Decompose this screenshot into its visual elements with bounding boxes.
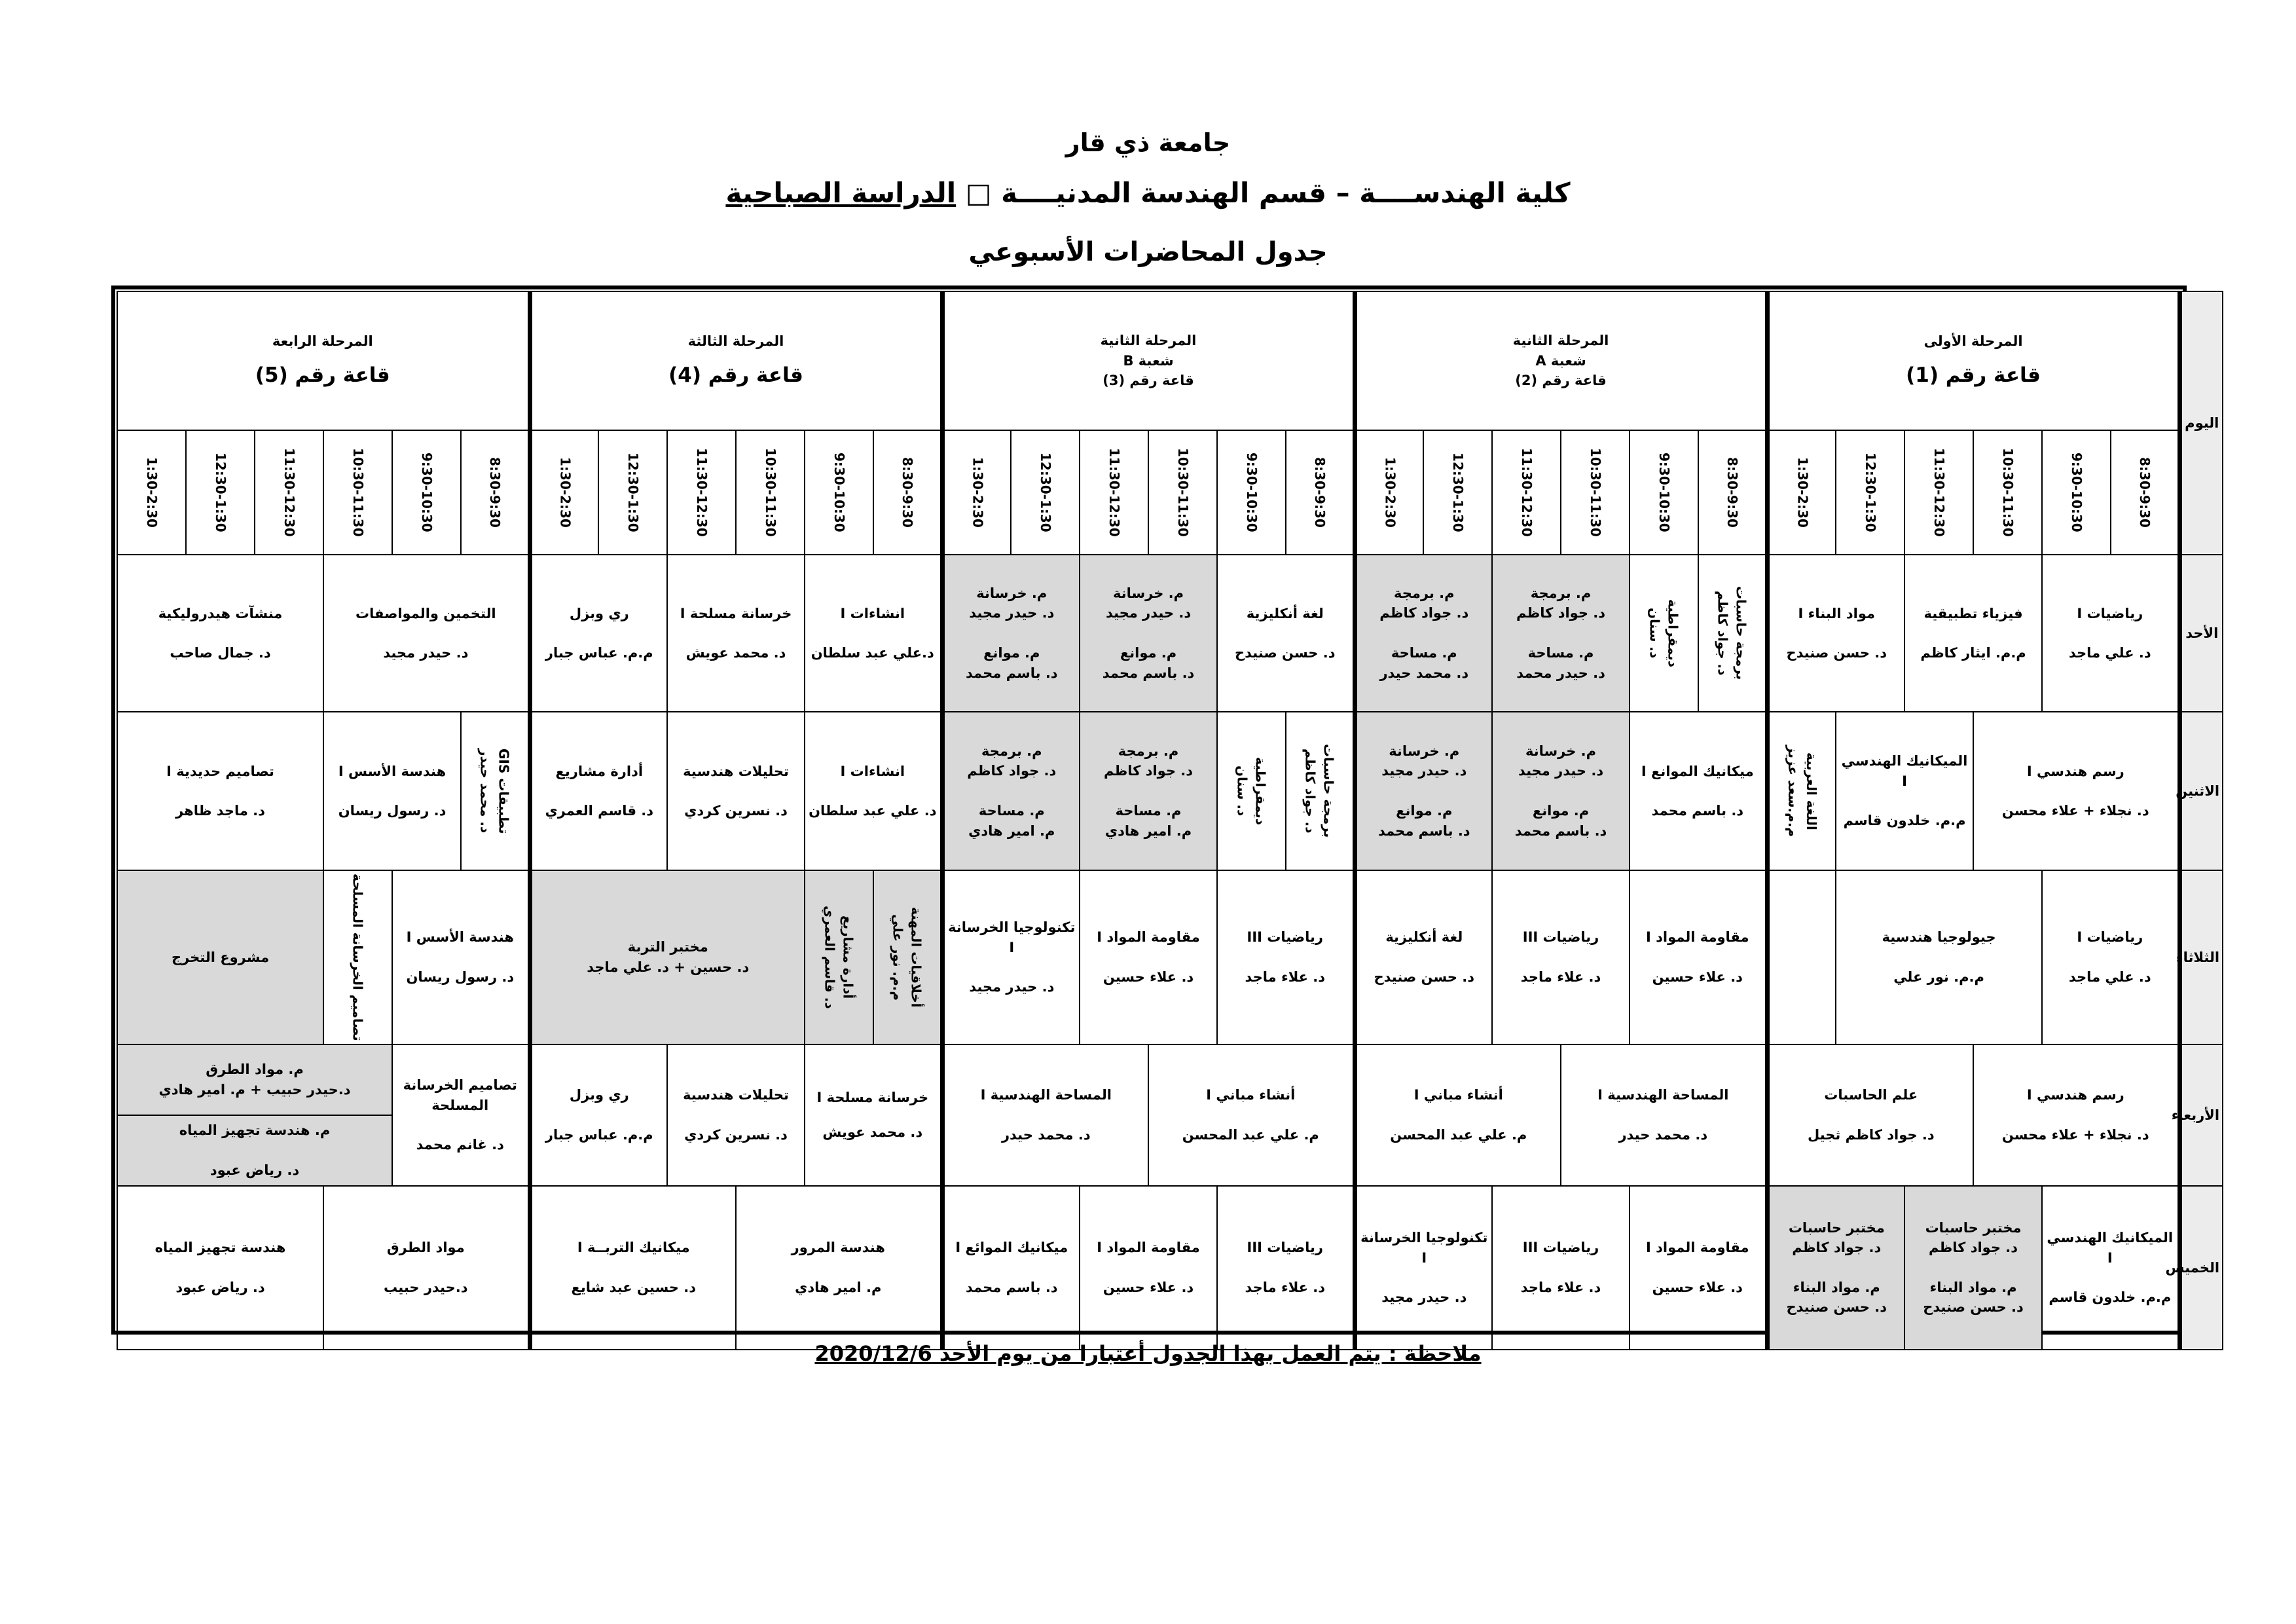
time-slot: 12:30-1:30 xyxy=(1011,430,1080,555)
time-slot: 10:30-11:30 xyxy=(1148,430,1217,555)
lecture-cell: ميكانيك الموانع I د. باسم محمد xyxy=(1630,712,1767,870)
lecture-cell: هندسة تجهيز المياه د. رياض عبود xyxy=(117,1186,323,1350)
college-name: كلية الهندســــة – قسم الهندسة المدنيــــة xyxy=(1001,177,1571,209)
time-slot: 9:30-10:30 xyxy=(1630,430,1698,555)
schedule-title: جدول المحاضرات الأسبوعي xyxy=(968,237,1328,267)
day-row-thursday xyxy=(117,1186,2223,1350)
lecture-cell: هندسة الأسس I د. رسول ريسان xyxy=(392,870,530,1044)
lecture-cell: مقاومة المواد I د. علاء حسين xyxy=(1630,1186,1767,1350)
lab-cell: م. خرسانة د. حيدر مجيد م. موانع د. باسم محمد xyxy=(1080,555,1217,712)
time-slot: 11:30-12:30 xyxy=(255,430,323,555)
lecture-cell: المساحة الهندسية I د. محمد حيدر xyxy=(1561,1044,1767,1186)
lecture-cell: خرسانة مسلحة I د. محمد عويش xyxy=(805,1044,942,1186)
lecture-cell: أخلاقيات المهنة م.م. نور علي xyxy=(873,870,942,1044)
lab-cell: م. برمجة د. جواد كاظم م. مساحة د. محمد حيدر xyxy=(1355,555,1492,712)
lab-cell: مختبر حاسبات د. جواد كاظم م. مواد البناء د. حسن صنيدح xyxy=(1904,1186,2042,1350)
lecture-cell: رياضيات III د. علاء ماجد xyxy=(1217,1186,1355,1350)
lab-cell: م. هندسة تجهيز المياه د. رياض عبود xyxy=(117,1115,392,1186)
lecture-cell: رياضيات III د. علاء ماجد xyxy=(1492,870,1630,1044)
empty-cell xyxy=(1767,870,1836,1044)
lab-cell: م. خرسانة د. حيدر مجيد م. موانع د. باسم محمد xyxy=(1355,712,1492,870)
lab-cell: م. برمجة د. جواد كاظم م. مساحة م. امير هادي xyxy=(1080,712,1217,870)
time-slot: 8:30-9:30 xyxy=(873,430,942,555)
time-slot: 8:30-9:30 xyxy=(1286,430,1355,555)
lecture-cell: المساحة الهندسية I د. محمد حيدر xyxy=(942,1044,1148,1186)
day-row-tuesday xyxy=(117,870,2223,1044)
lecture-cell: تصاميم الخرسانة المسلحة د. غانم محمد xyxy=(392,1044,530,1186)
lecture-cell: أنشاء مباني I م. علي عبد المحسن xyxy=(1148,1044,1355,1186)
time-slot: 12:30-1:30 xyxy=(1423,430,1492,555)
lecture-cell: مقاومة المواد I د. علاء حسين xyxy=(1630,870,1767,1044)
lecture-cell: برمجة حاسبات د. جواد كاظم xyxy=(1698,555,1767,712)
stage-1-header: المرحلة الأولى قاعة رقم (1) xyxy=(1767,291,2179,430)
lab-cell: م. خرسانة د. حيدر مجيد م. موانع د. باسم محمد xyxy=(1492,712,1630,870)
lecture-cell: لغة أنكليزية د. حسن صنيدح xyxy=(1355,870,1492,1044)
separator-icon: □ xyxy=(965,177,992,209)
time-slot: 8:30-9:30 xyxy=(461,430,530,555)
time-slot: 8:30-9:30 xyxy=(1698,430,1767,555)
time-slot: 10:30-11:30 xyxy=(323,430,392,555)
day-row-monday xyxy=(117,712,2223,870)
lab-cell: مختبر حاسبات د. جواد كاظم م. مواد البناء د. حسن صنيدح xyxy=(1767,1186,1904,1350)
time-slot-row xyxy=(117,430,2223,555)
day-label: الأربعاء xyxy=(2179,1044,2223,1186)
lecture-cell: خرسانة مسلحة I د. محمد عويش xyxy=(667,555,805,712)
lecture-cell: انشاءات I د.علي عبد سلطان xyxy=(805,555,942,712)
lecture-cell: هندسة المرور م. امير هادي xyxy=(736,1186,942,1350)
lecture-cell: رسم هندسي I د. نجلاء + علاء محسن xyxy=(1973,712,2179,870)
college-line xyxy=(0,177,2296,209)
lab-cell: م. خرسانة د. حيدر مجيد م. موانع د. باسم محمد xyxy=(942,555,1080,712)
time-slot: 9:30-10:30 xyxy=(1217,430,1286,555)
day-label: الخميس xyxy=(2179,1186,2223,1350)
day-row-sunday xyxy=(117,555,2223,712)
lecture-cell: ميكانيك التربــة I د. حسين عبد شايع xyxy=(530,1186,736,1350)
lecture-cell: أدارة مشاريع د. قاسم العمري xyxy=(530,712,667,870)
lecture-cell: تطبيقات GIS د. محمد حيدر xyxy=(461,712,530,870)
lecture-cell: أدارة مشاريع د. قاسم العمري xyxy=(805,870,873,1044)
lecture-cell: ري وبزل م.م. عباس جبار xyxy=(530,555,667,712)
footer-note: ملاحظة : يتم العمل بهذا الجدول أعتبارا من يوم الأحد 2020/12/6 xyxy=(814,1341,1482,1366)
lecture-cell: ميكانيك الموائع I د. باسم محمد xyxy=(942,1186,1080,1350)
lecture-cell: جيولوجيا هندسية م.م. نور علي xyxy=(1836,870,2042,1044)
lecture-cell: مقاومة المواد I د. علاء حسين xyxy=(1080,1186,1217,1350)
lecture-cell: التخمين والمواصفات د. حيدر مجيد xyxy=(323,555,530,712)
day-label: الأحد xyxy=(2179,555,2223,712)
time-slot: 10:30-11:30 xyxy=(1561,430,1630,555)
lecture-cell: تصاميم الخرسانة المسلحة xyxy=(323,870,392,1044)
stage-header-row xyxy=(117,291,2223,430)
time-slot: 11:30-12:30 xyxy=(1080,430,1148,555)
lecture-cell: مواد الطرق د.حيدر حبيب xyxy=(323,1186,530,1350)
weekly-schedule-table xyxy=(117,291,2223,1350)
day-label: الثلاثاء xyxy=(2179,870,2223,1044)
time-slot: 8:30-9:30 xyxy=(2111,430,2179,555)
lecture-cell: انشاءات I د. علي عبد سلطان xyxy=(805,712,942,870)
lab-cell: م. برمجة د. جواد كاظم م. مساحة د. حيدر محمد xyxy=(1492,555,1630,712)
time-slot: 12:30-1:30 xyxy=(1836,430,1904,555)
study-type: الدراسة الصباحية xyxy=(725,177,957,209)
day-label: الاثنين xyxy=(2179,712,2223,870)
project-cell: مشروع التخرج xyxy=(117,870,323,1044)
stage-2a-header: المرحلة الثانية شعبة A قاعة رقم (2) xyxy=(1355,291,1767,430)
lecture-cell: مواد البناء I د. حسن صنيدح xyxy=(1767,555,1904,712)
lecture-cell: علم الحاسبات د. جواد كاظم ثجيل xyxy=(1767,1044,1973,1186)
lecture-cell: لغة أنكليزية د. حسن صنيدح xyxy=(1217,555,1355,712)
time-slot: 1:30-2:30 xyxy=(1767,430,1836,555)
time-slot: 1:30-2:30 xyxy=(117,430,186,555)
day-column-header: اليوم xyxy=(2179,291,2223,555)
lecture-cell: أنشاء مباني I م. علي عبد المحسن xyxy=(1355,1044,1561,1186)
lecture-cell: الميكانيك الهندسي I م.م. خلدون قاسم xyxy=(1836,712,1973,870)
lecture-cell: تكنولوجيا الخرسانة I د. حيدر مجيد xyxy=(1355,1186,1492,1350)
lecture-cell: ديمقراطية د. سنان xyxy=(1217,712,1286,870)
lecture-cell: فيزياء تطبيقية م.م. ايثار كاظم xyxy=(1904,555,2042,712)
lecture-cell: هندسة الأسس I د. رسول ريسان xyxy=(323,712,461,870)
lecture-cell: تحليلات هندسية د. نسرين كردي xyxy=(667,1044,805,1186)
time-slot: 9:30-10:30 xyxy=(805,430,873,555)
stage-2b-header: المرحلة الثانية شعبة B قاعة رقم (3) xyxy=(942,291,1355,430)
lab-cell: م. مواد الطرق د.حيدر حبيب + م. امير هادي xyxy=(117,1044,392,1115)
time-slot: 10:30-11:30 xyxy=(1973,430,2042,555)
lecture-cell: رياضيات I د. علي ماجد xyxy=(2042,555,2179,712)
stage-4-header: المرحلة الرابعة قاعة رقم (5) xyxy=(117,291,530,430)
time-slot: 12:30-1:30 xyxy=(186,430,255,555)
time-slot: 1:30-2:30 xyxy=(1355,430,1423,555)
lecture-cell: برمجة حاسبات د. جواد كاظم xyxy=(1286,712,1355,870)
lecture-cell: رياضيات I د. علي ماجد xyxy=(2042,870,2179,1044)
lecture-cell: ري وبزل م.م. عباس جبار xyxy=(530,1044,667,1186)
lecture-cell: رياضيات III د. علاء ماجد xyxy=(1492,1186,1630,1350)
lecture-cell: اللغة العربية م.م.سعد عزيز xyxy=(1767,712,1836,870)
time-slot: 11:30-12:30 xyxy=(1904,430,1973,555)
lab-cell: م. برمجة د. جواد كاظم م. مساحة م. امير هادي xyxy=(942,712,1080,870)
lecture-cell: تكنولوجيا الخرسانة I د. حيدر مجيد xyxy=(942,870,1080,1044)
lecture-cell: ديمقراطية د. سنان xyxy=(1630,555,1698,712)
lecture-cell: رسم هندسي I د. نجلاء + علاء محسن xyxy=(1973,1044,2179,1186)
lecture-cell: مقاومة المواد I د. علاء حسين xyxy=(1080,870,1217,1044)
day-row-wednesday xyxy=(117,1044,2223,1115)
time-slot: 9:30-10:30 xyxy=(2042,430,2111,555)
time-slot: 11:30-12:30 xyxy=(1492,430,1561,555)
lecture-cell: تصاميم حديدية I د. ماجد ظاهر xyxy=(117,712,323,870)
lecture-cell: رياضيات III د. علاء ماجد xyxy=(1217,870,1355,1044)
lecture-cell: تحليلات هندسية د. نسرين كردي xyxy=(667,712,805,870)
lecture-cell: منشآت هيدروليكية د. جمال صاحب xyxy=(117,555,323,712)
time-slot: 11:30-12:30 xyxy=(667,430,736,555)
time-slot: 1:30-2:30 xyxy=(530,430,598,555)
time-slot: 9:30-10:30 xyxy=(392,430,461,555)
time-slot: 1:30-2:30 xyxy=(942,430,1011,555)
university-name: جامعة ذي قار xyxy=(1065,128,1231,157)
time-slot: 10:30-11:30 xyxy=(736,430,805,555)
time-slot: 12:30-1:30 xyxy=(598,430,667,555)
stage-3-header: المرحلة الثالثة قاعة رقم (4) xyxy=(530,291,942,430)
lab-cell: مختبر التربة د. حسين + د. علي ماجد xyxy=(530,870,805,1044)
lecture-cell: الميكانيك الهندسي I م.م. خلدون قاسم xyxy=(2042,1186,2179,1350)
